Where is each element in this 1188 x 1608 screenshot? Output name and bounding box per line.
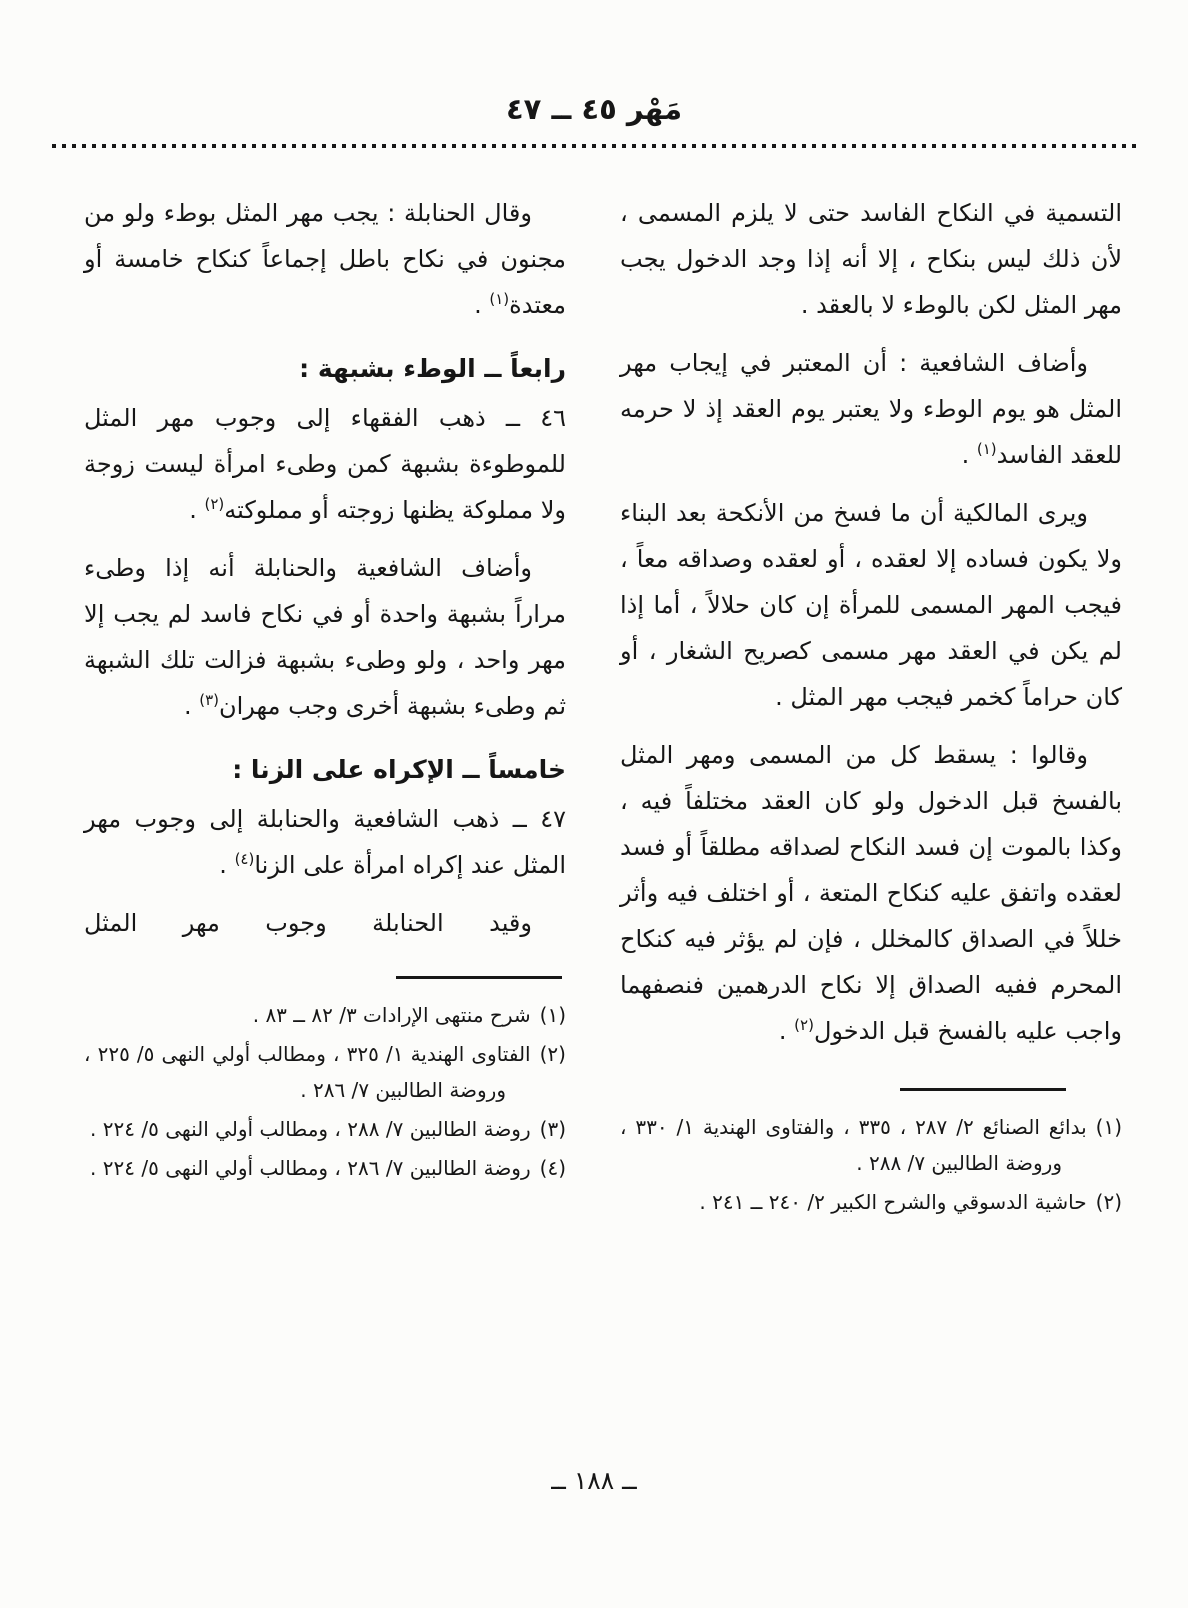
footnote	[84, 1150, 566, 1186]
footnote-number: (١)	[539, 1003, 566, 1027]
page-header	[0, 0, 1188, 126]
body-paragraph	[620, 190, 1122, 328]
paragraph-text: وقالوا : يسقط كل من المسمى ومهر المثل بالفسخ قبل الدخول ولو كان العقد مختلفاً فيه ، وكذا بالموت إن فسد النكاح لصداقه مطلقاً أو فسد لعقده واتفق عليه كنكاح المتعة ، أو اختلف فيه وأثر خللاً في الصداق كالمخلل ، فإن لم يؤثر فيه كنكاح المحرم ففيه الصداق إلا نكاح الدرهمين فنصفهما واجب عليه بالفسخ قبل الدخول	[620, 741, 1122, 1045]
footnote-text: روضة الطالبين ٧/ ٢٨٨ ، ومطالب أولي النهى ٥/ ٢٢٤ .	[90, 1117, 531, 1141]
body-paragraph	[620, 490, 1122, 720]
footnote-reference: (٢)	[794, 1016, 814, 1034]
left-column	[84, 190, 566, 1189]
footnote-text: روضة الطالبين ٧/ ٢٨٦ ، ومطالب أولي النهى ٥/ ٢٢٤ .	[90, 1156, 531, 1180]
footnote	[620, 1184, 1122, 1220]
paragraph-tail: .	[189, 496, 205, 524]
body-paragraph	[84, 796, 566, 888]
footnote-number: (٢)	[539, 1042, 566, 1066]
footnote	[620, 1109, 1122, 1181]
paragraph-tail: .	[219, 851, 235, 879]
paragraph-text: وقيد الحنابلة وجوب مهر المثل	[84, 909, 532, 937]
section-heading: خامساً ــ الإكراه على الزنا :	[232, 755, 566, 784]
footnote-reference: (٢)	[204, 495, 225, 513]
paragraph-tail: .	[778, 1017, 795, 1045]
footnote-separator	[900, 1088, 1066, 1091]
footnote-text: حاشية الدسوقي والشرح الكبير ٢/ ٢٤٠ ــ ٢٤١ .	[699, 1190, 1087, 1214]
footnote-text: شرح منتهى الإرادات ٣/ ٨٢ ــ ٨٣ .	[252, 1003, 531, 1027]
body-paragraph	[84, 190, 566, 328]
body-paragraph	[84, 395, 566, 533]
text-columns	[0, 190, 1188, 1223]
body-paragraph	[620, 732, 1122, 1054]
footnote-separator	[396, 976, 562, 979]
paragraph-text: وأضاف الشافعية : أن المعتبر في إيجاب مهر المثل هو يوم الوطء ولا يعتبر يوم العقد إذ لا حرمه للعقد الفاسد	[620, 349, 1122, 469]
paragraph-text: ٤٦ ــ ذهب الفقهاء إلى وجوب مهر المثل للموطوءة بشبهة كمن وطىء امرأة ليست زوجة ولا مملوكة يظنها زوجته أو مملوكته	[84, 404, 566, 524]
footnote-number: (٣)	[539, 1117, 566, 1141]
header-divider-dotted-rule	[52, 144, 1138, 148]
body-paragraph	[620, 340, 1122, 478]
footnote-reference: (٣)	[199, 691, 219, 709]
paragraph-text: وأضاف الشافعية والحنابلة أنه إذا وطىء مراراً بشبهة واحدة أو في نكاح فاسد لم يجب إلا مهر واحد ، ولو وطىء بشبهة فزالت تلك الشبهة ثم وطىء بشبهة أخرى وجب مهران	[84, 554, 566, 720]
footnote	[84, 997, 566, 1033]
footnote-reference: (١)	[489, 290, 510, 308]
footnotes-left	[84, 997, 566, 1186]
right-column	[620, 190, 1122, 1223]
paragraph-tail: .	[183, 692, 200, 720]
paragraph-text: التسمية في النكاح الفاسد حتى لا يلزم المسمى ، لأن ذلك ليس بنكاح ، إلا أنه إذا وجد الدخول يجب مهر المثل لكن بالوطء لا بالعقد .	[620, 199, 1122, 319]
footnotes-right	[620, 1109, 1122, 1220]
paragraph-text: وقال الحنابلة : يجب مهر المثل بوطء ولو من مجنون في نكاح باطل إجماعاً كنكاح خامسة أو معتدة	[84, 199, 566, 319]
footnote-number: (١)	[1095, 1115, 1123, 1139]
paragraph-tail: .	[961, 441, 977, 469]
page-number: ــ ١٨٨ ــ	[551, 1466, 637, 1495]
footnote-number: (٢)	[1095, 1190, 1122, 1214]
footnote-number: (٤)	[539, 1156, 566, 1180]
footnote	[84, 1111, 566, 1147]
paragraph-text: ٤٧ ــ ذهب الشافعية والحنابلة إلى وجوب مهر المثل عند إكراه امرأة على الزنا	[84, 805, 566, 879]
footnote-reference: (١)	[976, 440, 997, 458]
footnote	[84, 1036, 566, 1108]
body-paragraph	[84, 545, 566, 729]
footnote-text: بدائع الصنائع ٢/ ٢٨٧ ، ٣٣٥ ، والفتاوى الهندية ١/ ٣٣٠ ، وروضة الطالبين ٧/ ٢٨٨ .	[620, 1115, 1087, 1175]
footnote-text: الفتاوى الهندية ١/ ٣٢٥ ، ومطالب أولي النهى ٥/ ٢٢٥ ، وروضة الطالبين ٧/ ٢٨٦ .	[84, 1042, 531, 1102]
header-title: مَهْر ٤٥ ــ ٤٧	[505, 92, 683, 126]
footnote-reference: (٤)	[234, 850, 255, 868]
body-paragraph	[84, 900, 566, 946]
paragraph-tail: .	[474, 291, 490, 319]
paragraph-text: ويرى المالكية أن ما فسخ من الأنكحة بعد البناء ولا يكون فساده إلا لعقده ، أو لعقده وصداقه معاً ، فيجب المهر المسمى للمرأة إن كان حلالاً ، أما إذا لم يكن في العقد مهر مسمى كصريح الشغار ، أو كان حراماً كخمر فيجب مهر المثل .	[620, 499, 1122, 711]
section-heading: رابعاً ــ الوطء بشبهة :	[299, 354, 566, 383]
